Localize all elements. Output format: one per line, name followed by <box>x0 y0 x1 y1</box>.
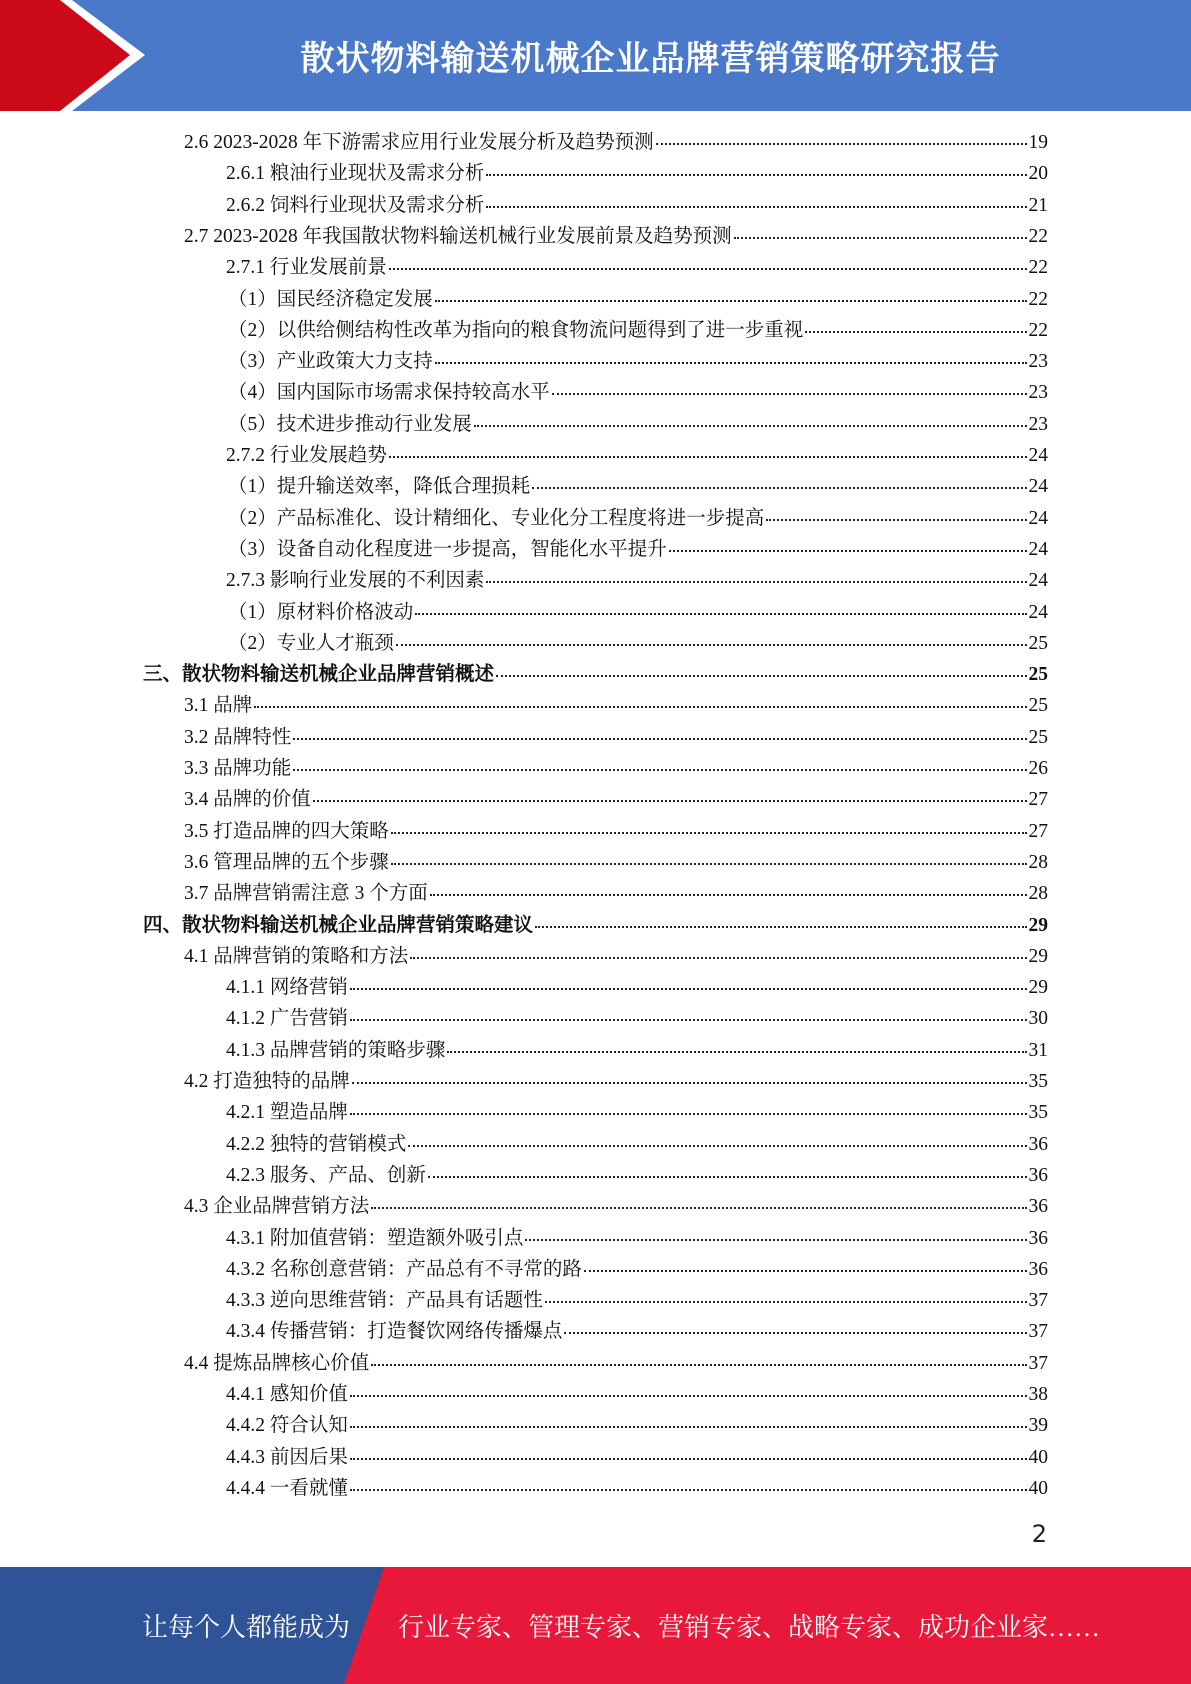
page-header <box>0 0 1191 111</box>
toc-entry-label: 三、散状物料输送机械企业品牌营销概述 <box>143 664 495 686</box>
toc-entry-page: 29 <box>1028 945 1048 967</box>
toc-entry-page: 30 <box>1028 1008 1048 1030</box>
toc-entry-label: （5）技术进步推动行业发展 <box>228 413 472 435</box>
toc-entry[interactable] <box>184 753 1048 784</box>
toc-entry[interactable] <box>228 315 1048 346</box>
toc-dot-leader <box>389 268 1027 270</box>
toc-entry[interactable] <box>184 221 1048 252</box>
toc-entry-page: 23 <box>1028 382 1048 404</box>
toc-entry-label: （4）国内国际市场需求保持较高水平 <box>228 382 550 404</box>
toc-entry-page: 25 <box>1028 664 1048 686</box>
toc-entry-page: 36 <box>1028 1196 1048 1218</box>
toc-entry-page: 40 <box>1028 1446 1048 1468</box>
toc-dot-leader <box>350 1113 1027 1115</box>
toc-entry-label: 4.1.2 广告营销 <box>226 1008 348 1030</box>
toc-entry-page: 25 <box>1028 632 1048 654</box>
toc-entry[interactable] <box>226 158 1048 189</box>
toc-entry-label: 4.4.4 一看就懂 <box>226 1477 348 1499</box>
toc-entry-page: 31 <box>1028 1039 1048 1061</box>
toc-dot-leader <box>545 1301 1027 1303</box>
toc-entry-page: 26 <box>1028 758 1048 779</box>
footer-slogan-right: 行业专家、管理专家、营销专家、战略专家、成功企业家…… <box>398 1613 1101 1642</box>
toc-entry-label: 4.3.1 附加值营销：塑造额外吸引点 <box>226 1227 524 1249</box>
toc-dot-leader <box>805 331 1026 333</box>
toc-entry[interactable] <box>226 190 1048 221</box>
page-number: 2 <box>1031 1520 1047 1548</box>
toc-entry[interactable] <box>184 690 1048 721</box>
toc-entry[interactable] <box>184 941 1048 972</box>
toc-dot-leader <box>435 300 1027 302</box>
toc-dot-leader <box>656 143 1027 145</box>
toc-entry[interactable] <box>228 534 1048 565</box>
toc-dot-leader <box>350 1458 1027 1460</box>
toc-entry-label: 2.6.2 饲料行业现状及需求分析 <box>226 194 485 216</box>
toc-entry-page: 24 <box>1028 601 1048 623</box>
toc-dot-leader <box>350 988 1027 990</box>
toc-entry[interactable] <box>226 972 1048 1003</box>
toc-dot-leader <box>734 237 1027 239</box>
toc-dot-leader <box>430 894 1027 896</box>
toc-dot-leader <box>410 957 1026 959</box>
toc-entry-label: 4.4.2 符合认知 <box>226 1415 348 1437</box>
toc-entry-label: 4.2.2 独特的营销模式 <box>226 1133 407 1155</box>
toc-dot-leader <box>396 644 1027 646</box>
toc-dot-leader <box>435 362 1027 364</box>
toc-dot-leader <box>669 550 1027 552</box>
report-title: 散状物料输送机械企业品牌营销策略研究报告 <box>300 39 1001 79</box>
toc-entry-label: 4.4 提炼品牌核心价值 <box>184 1352 370 1374</box>
toc-entry[interactable] <box>228 628 1048 659</box>
toc-entry[interactable] <box>226 1442 1048 1473</box>
toc-entry-label: 3.6 管理品牌的五个步骤 <box>184 851 389 873</box>
toc-entry-page: 24 <box>1028 476 1048 498</box>
toc-entry-label: 4.1.1 网络营销 <box>226 977 348 999</box>
toc-entry[interactable] <box>226 1035 1048 1066</box>
toc-dot-leader <box>350 1426 1027 1428</box>
page-footer <box>0 1567 1191 1684</box>
toc-entry-label: （1）提升输送效率，降低合理损耗 <box>228 476 531 498</box>
toc-entry-label: 2.7 2023-2028 年我国散状物料输送机械行业发展前景及趋势预测 <box>184 225 732 247</box>
toc-entry[interactable] <box>184 1348 1048 1379</box>
toc-dot-leader <box>352 1082 1027 1084</box>
toc-entry-page: 24 <box>1028 445 1048 466</box>
toc-entry[interactable] <box>228 377 1048 408</box>
toc-entry-label: 3.5 打造品牌的四大策略 <box>184 820 389 842</box>
toc-entry-label: 2.7.3 影响行业发展的不利因素 <box>226 570 485 592</box>
toc-entry-page: 27 <box>1028 820 1048 842</box>
toc-entry-label: 4.2.1 塑造品牌 <box>226 1102 348 1124</box>
toc-entry[interactable] <box>184 1066 1048 1097</box>
toc-entry-label: 4.3.2 名称创意营销：产品总有不寻常的路 <box>226 1258 582 1280</box>
toc-entry[interactable] <box>228 346 1048 377</box>
toc-entry[interactable] <box>228 409 1048 440</box>
toc-dot-leader <box>486 174 1026 176</box>
toc-entry-label: 2.6.1 粮油行业现状及需求分析 <box>226 163 485 185</box>
toc-entry-label: 3.1 品牌 <box>184 695 253 717</box>
toc-entry[interactable] <box>184 127 1048 158</box>
toc-dot-leader <box>415 613 1026 615</box>
toc-entry[interactable] <box>184 847 1048 878</box>
toc-entry[interactable] <box>184 1191 1048 1222</box>
toc-dot-leader <box>474 425 1027 427</box>
toc-entry-label: （2）以供给侧结构性改革为指向的粮食物流问题得到了进一步重视 <box>228 319 804 341</box>
toc-entry[interactable] <box>184 722 1048 753</box>
toc-entry-label: 4.3 企业品牌营销方法 <box>184 1196 370 1218</box>
toc-entry[interactable] <box>226 1129 1048 1160</box>
toc-entry-label: （2）专业人才瓶颈 <box>228 632 394 654</box>
toc-entry-label: 4.2 打造独特的品牌 <box>184 1071 350 1092</box>
toc-entry-label: （1）国民经济稳定发展 <box>228 288 433 310</box>
toc-entry-page: 25 <box>1028 695 1048 717</box>
toc-dot-leader <box>389 456 1027 458</box>
toc-entry[interactable] <box>143 659 1048 690</box>
toc-dot-leader <box>254 706 1026 708</box>
toc-dot-leader <box>428 1176 1027 1178</box>
toc-entry-page: 39 <box>1028 1415 1048 1437</box>
toc-entry-page: 36 <box>1028 1258 1048 1280</box>
toc-entry-page: 40 <box>1028 1477 1048 1499</box>
toc-dot-leader <box>371 1364 1026 1366</box>
toc-entry-page: 19 <box>1028 132 1048 153</box>
toc-entry[interactable] <box>143 910 1048 941</box>
toc-entry[interactable] <box>226 1379 1048 1410</box>
toc-entry-label: 2.7.1 行业发展前景 <box>226 257 387 279</box>
toc-entry-page: 24 <box>1028 507 1048 529</box>
toc-entry-label: 3.3 品牌功能 <box>184 758 292 779</box>
toc-dot-leader <box>293 769 1026 771</box>
toc-entry-page: 22 <box>1028 225 1048 247</box>
toc-entry[interactable] <box>226 565 1048 596</box>
toc-entry-page: 35 <box>1028 1071 1048 1092</box>
toc-entry-page: 28 <box>1028 883 1048 905</box>
toc-entry[interactable] <box>226 1473 1048 1504</box>
toc-dot-leader <box>391 863 1027 865</box>
toc-entry-label: （1）原材料价格波动 <box>228 601 414 623</box>
toc-dot-leader <box>371 1207 1026 1209</box>
header-arrow-icon <box>0 0 160 111</box>
toc-entry[interactable] <box>226 1285 1048 1316</box>
toc-entry[interactable] <box>226 1223 1048 1254</box>
toc-entry-label: 3.2 品牌特性 <box>184 726 292 748</box>
toc-dot-leader <box>313 800 1027 802</box>
toc-dot-leader <box>535 926 1026 928</box>
footer-slogan-left: 让每个人都能成为 <box>142 1613 351 1642</box>
toc-entry-page: 23 <box>1028 351 1048 373</box>
toc-entry-label: 4.4.3 前因后果 <box>226 1446 348 1468</box>
toc-entry-page: 22 <box>1028 319 1048 341</box>
toc-entry-label: 4.2.3 服务、产品、创新 <box>226 1164 426 1186</box>
toc-entry-page: 38 <box>1028 1384 1048 1405</box>
toc-entry-page: 29 <box>1028 977 1048 999</box>
toc-entry-label: 4.4.1 感知价值 <box>226 1384 348 1405</box>
toc-dot-leader <box>525 1239 1026 1241</box>
toc-dot-leader <box>447 1051 1026 1053</box>
toc-entry[interactable] <box>226 1003 1048 1034</box>
toc-dot-leader <box>564 1332 1026 1334</box>
toc-entry[interactable] <box>226 440 1048 471</box>
toc-dot-leader <box>293 738 1026 740</box>
toc-entry-page: 21 <box>1028 194 1048 216</box>
toc-entry-label: （3）产业政策大力支持 <box>228 351 433 373</box>
toc-dot-leader <box>391 832 1027 834</box>
toc-entry-label: 3.7 品牌营销需注意 3 个方面 <box>184 883 428 905</box>
toc-dot-leader <box>496 675 1026 677</box>
toc-entry-label: 四、散状物料输送机械企业品牌营销策略建议 <box>143 914 534 936</box>
toc-entry[interactable] <box>226 1410 1048 1441</box>
toc-entry-page: 35 <box>1028 1102 1048 1124</box>
toc-entry-label: 3.4 品牌的价值 <box>184 789 311 811</box>
toc-entry-page: 37 <box>1028 1321 1048 1343</box>
toc-entry[interactable] <box>184 784 1048 815</box>
toc-entry[interactable] <box>228 597 1048 628</box>
toc-entry[interactable] <box>228 471 1048 502</box>
toc-entry-page: 37 <box>1028 1290 1048 1312</box>
toc-entry[interactable] <box>226 252 1048 283</box>
toc-entry-label: （2）产品标准化、设计精细化、专业化分工程度将进一步提高 <box>228 507 765 529</box>
toc-entry-page: 20 <box>1028 163 1048 185</box>
toc-dot-leader <box>584 1270 1027 1272</box>
toc-entry-label: 4.1.3 品牌营销的策略步骤 <box>226 1039 446 1061</box>
toc-entry-page: 25 <box>1028 726 1048 748</box>
toc-entry-page: 36 <box>1028 1164 1048 1186</box>
toc-entry-label: 4.3.3 逆向思维营销：产品具有话题性 <box>226 1290 543 1312</box>
toc-dot-leader <box>486 206 1026 208</box>
toc-dot-leader <box>350 1489 1027 1491</box>
toc-entry-page: 29 <box>1028 914 1048 936</box>
toc-dot-leader <box>350 1395 1027 1397</box>
toc-entry-label: 4.1 品牌营销的策略和方法 <box>184 945 409 967</box>
toc-entry-page: 28 <box>1028 851 1048 873</box>
toc-entry-label: 4.3.4 传播营销：打造餐饮网络传播爆点 <box>226 1321 563 1343</box>
toc-entry[interactable] <box>226 1160 1048 1191</box>
toc-entry[interactable] <box>226 1316 1048 1347</box>
toc-entry-page: 27 <box>1028 789 1048 811</box>
toc-dot-leader <box>532 487 1026 489</box>
toc-entry-label: 2.7.2 行业发展趋势 <box>226 445 387 466</box>
toc-entry-page: 24 <box>1028 570 1048 592</box>
toc-entry[interactable] <box>226 1254 1048 1285</box>
toc-dot-leader <box>408 1145 1026 1147</box>
toc-entry[interactable] <box>226 1097 1048 1128</box>
toc-entry-label: （3）设备自动化程度进一步提高，智能化水平提升 <box>228 538 667 560</box>
toc-entry[interactable] <box>184 878 1048 909</box>
toc-entry[interactable] <box>184 816 1048 847</box>
toc-dot-leader <box>552 393 1027 395</box>
toc-entry-page: 24 <box>1028 538 1048 560</box>
toc-dot-leader <box>486 581 1026 583</box>
toc-entry[interactable] <box>228 503 1048 534</box>
toc-entry-label: 2.6 2023-2028 年下游需求应用行业发展分析及趋势预测 <box>184 132 654 153</box>
toc-entry[interactable] <box>228 284 1048 315</box>
toc-entry-page: 36 <box>1028 1133 1048 1155</box>
toc-entry-page: 22 <box>1028 288 1048 310</box>
toc-dot-leader <box>766 519 1026 521</box>
toc-entry-page: 22 <box>1028 257 1048 279</box>
toc-entry-page: 37 <box>1028 1352 1048 1374</box>
toc-entry-page: 23 <box>1028 413 1048 435</box>
toc-entry-page: 36 <box>1028 1227 1048 1249</box>
toc-dot-leader <box>350 1019 1027 1021</box>
